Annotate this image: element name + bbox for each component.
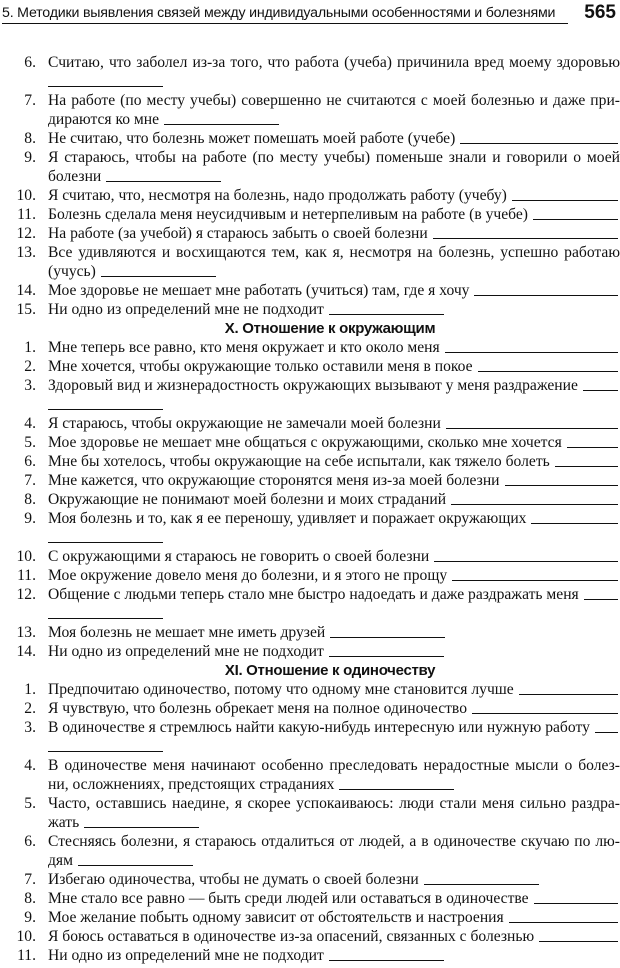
item-number: 15. [16,301,36,318]
item-line [0,224,620,243]
item-number: 12. [16,225,36,242]
spacer [36,452,48,471]
spacer [36,832,48,851]
answer-blank[interactable] [474,281,618,296]
answer-blank[interactable] [567,433,618,448]
item-text: В одиночестве меня начинают особенно преследовать нерадостные мысли о болез- [48,757,620,774]
spacer [36,585,48,604]
answer-blank[interactable] [48,737,163,752]
item-number: 9. [24,149,36,166]
spacer [36,167,48,186]
item-text: Мне кажется, что окружающие сторонятся меня из-за моей болезни [48,472,500,489]
item-text: В одиночестве я стремлюсь найти какую-нибудь интересную или нужную работу [48,719,590,736]
item-text: болезни [48,168,102,185]
item-number: 10. [16,928,36,945]
spacer [36,205,48,224]
answer-blank[interactable] [533,205,618,220]
spacer [36,414,48,433]
item-number: 12. [16,586,36,603]
item-text: Ни одно из определений мне не подходит [48,301,324,318]
item-text: Я считаю, что, несмотря на болезнь, надо продолжать работу (учебу) [48,187,507,204]
item-number [0,110,36,129]
item-text: На работе (по месту учебы) совершенно не считаются с моей болезнью и даже при- [48,92,620,109]
item-number: 1. [24,681,36,698]
item-line [0,471,620,490]
spacer [36,243,48,262]
list-item [0,794,620,832]
spacer [36,775,48,794]
item-line [0,528,620,547]
item-line [0,395,620,414]
item-number: 2. [24,700,36,717]
item-text: Считаю, что заболел из-за того, что работа (учеба) причинила вред моему здоровью [48,54,620,71]
spacer [36,376,48,395]
item-number [0,604,36,623]
spacer [36,262,48,281]
answer-blank[interactable] [460,129,618,144]
item-line [0,927,620,946]
item-number: 6. [24,453,36,470]
item-number: 2. [24,358,36,375]
spacer [36,300,48,319]
answer-blank[interactable] [512,186,618,201]
answer-blank[interactable] [48,395,163,410]
item-text: На работе (за учебой) я стараюсь забыть о своей болезни [48,225,428,242]
spacer [36,224,48,243]
answer-blank[interactable] [595,718,618,733]
item-text: Общение с людьми теперь стало мне быстро надоедать и даже раздражать меня [48,586,579,603]
item-line [0,167,620,186]
item-line [0,148,620,167]
item-line [0,91,620,110]
list-item [0,357,620,376]
answer-blank[interactable] [446,414,618,429]
item-line [0,357,620,376]
item-text: Мне теперь все равно, кто меня окружает и кто около меня [48,339,440,356]
item-text: Все удивляются и восхищаются тем, как я, несмотря на болезнь, успешно работаю [48,244,620,261]
list-item [0,338,620,357]
item-line [0,699,620,718]
list-item [0,756,620,794]
list-item [0,186,620,205]
item-number: 6. [24,833,36,850]
item-line [0,718,620,737]
item-line [0,737,620,756]
item-text: Мое окружение довело меня до болезни, и я этого не прощу [48,567,448,584]
item-number: 8. [24,491,36,508]
answer-blank[interactable] [84,813,199,828]
item-number: 7. [24,871,36,888]
item-number: 5. [24,795,36,812]
questionnaire-body [0,53,620,965]
item-line [0,566,620,585]
item-number: 14. [16,643,36,660]
spacer [36,680,48,699]
list-item [0,642,620,661]
list-item [0,908,620,927]
item-number [0,262,36,281]
spacer [36,433,48,452]
list-item [0,547,620,566]
item-number: 7. [24,472,36,489]
spacer [36,756,48,775]
item-line [0,186,620,205]
item-line [0,300,620,319]
item-number: 11. [17,567,36,584]
spacer [36,528,48,547]
item-number: 11. [17,947,36,964]
item-line [0,72,620,91]
item-text: Ни одно из определений мне не подходит [48,947,324,964]
item-number: 9. [24,909,36,926]
item-line [0,585,620,604]
list-item [0,623,620,642]
answer-blank[interactable] [531,509,618,524]
item-number: 10. [16,548,36,565]
item-line [0,870,620,889]
item-number: 3. [24,719,36,736]
item-number: 4. [24,415,36,432]
item-text: Я чувствую, что болезнь обрекает меня на полное одиночество [48,700,467,717]
spacer [36,927,48,946]
item-text: Моя болезнь не мешает мне иметь друзей [48,624,326,641]
answer-blank[interactable] [539,927,618,942]
spacer [36,946,48,965]
item-number [0,395,36,414]
answer-blank[interactable] [330,623,445,638]
list-item [0,91,620,129]
spacer [36,91,48,110]
answer-blank[interactable] [433,224,618,239]
list-item [0,832,620,870]
answer-blank[interactable] [584,585,618,600]
list-item [0,224,620,243]
item-number: 10. [16,187,36,204]
page-number: 565 [584,2,616,23]
item-line [0,946,620,965]
spacer [36,870,48,889]
item-line [0,889,620,908]
item-text: Мне бы хотелось, чтобы окружающие на себе испытали, как тяжело болеть [48,453,550,470]
item-number: 4. [24,757,36,774]
item-text: дираются ко мне [48,111,160,128]
list-item [0,870,620,889]
spacer [36,110,48,129]
item-line [0,775,620,794]
item-number: 13. [16,624,36,641]
list-item [0,585,620,623]
list-item [0,509,620,547]
item-line [0,547,620,566]
spacer [36,509,48,528]
item-number: 3. [24,377,36,394]
item-line [0,908,620,927]
item-text: Мое здоровье не мешает мне работать (учиться) там, где я хочу [48,282,470,299]
item-line [0,642,620,661]
item-line [0,680,620,699]
item-text: Окружающие не понимают моей болезни и моих страданий [48,491,447,508]
spacer [36,471,48,490]
spacer [36,851,48,870]
answer-blank[interactable] [534,889,618,904]
spacer [36,889,48,908]
section-title: X. Отношение к окружающим [224,320,436,337]
spacer [36,148,48,167]
answer-blank[interactable] [48,72,163,87]
answer-blank[interactable] [48,528,163,543]
list-item [0,148,620,186]
list-item [0,680,620,699]
item-line [0,129,620,148]
item-text: Мне стало все равно — быть среди людей или оставаться в одиночестве [48,890,529,907]
item-text: жать [48,814,80,831]
item-number [0,167,36,186]
item-line [0,490,620,509]
item-text: С окружающими я стараюсь не говорить о своей болезни [48,548,430,565]
item-number: 7. [24,92,36,109]
list-item [0,452,620,471]
item-line [0,53,620,72]
answer-blank[interactable] [106,167,221,182]
answer-blank[interactable] [329,642,444,657]
item-text: Мне хочется, чтобы окружающие только оставили меня в покое [48,358,473,375]
list-item [0,281,620,300]
item-number [0,851,36,870]
item-line [0,205,620,224]
spacer [36,281,48,300]
item-number: 13. [16,244,36,261]
spacer [36,357,48,376]
answer-blank[interactable] [101,262,216,277]
spacer [36,186,48,205]
item-line [0,832,620,851]
item-line [0,794,620,813]
item-line [0,414,620,433]
item-line [0,452,620,471]
answer-blank[interactable] [555,452,618,467]
spacer [36,338,48,357]
list-item [0,243,620,281]
item-line [0,110,620,129]
spacer [36,699,48,718]
spacer [36,737,48,756]
answer-blank[interactable] [339,775,454,790]
item-text: Часто, оставшись наедине, я скорее успокаиваюсь: люди стали меня сильно раздра- [48,795,620,812]
answer-blank[interactable] [434,547,618,562]
item-text: Избегаю одиночества, чтобы не думать о своей болезни [48,871,419,888]
item-text: (учусь) [48,263,96,280]
item-line [0,813,620,832]
item-number: 5. [24,434,36,451]
item-number: 6. [24,54,36,71]
spacer [36,129,48,148]
answer-blank[interactable] [48,604,163,619]
item-line [0,604,620,623]
spacer [36,908,48,927]
item-number: 9. [24,510,36,527]
item-line [0,509,620,528]
item-line [0,756,620,775]
item-number: 14. [16,282,36,299]
item-text: Предпочитаю одиночество, потому что одному мне становится лучше [48,681,514,698]
running-header [2,2,618,26]
answer-blank[interactable] [452,566,618,581]
answer-blank[interactable] [329,300,444,315]
section-title: XI. Отношение к одиночеству [224,662,436,679]
item-text: Моя болезнь и то, как я ее переношу, удивляет и поражает окружающих [48,510,527,527]
spacer [36,395,48,414]
answer-blank[interactable] [519,680,618,695]
answer-blank[interactable] [505,471,618,486]
list-item [0,376,620,414]
item-text: Я стараюсь, чтобы окружающие не замечали моей болезни [48,415,441,432]
item-text: Стесняясь болезни, я стараюсь отдалиться от людей, а в одиночестве скучаю по лю- [48,833,620,850]
answer-blank[interactable] [478,357,618,372]
list-item [0,490,620,509]
spacer [36,604,48,623]
item-number [0,775,36,794]
item-text: Я стараюсь, чтобы на работе (по месту учебы) поменьше знали и говорили о моей [48,149,620,166]
list-item [0,433,620,452]
item-number: 8. [24,890,36,907]
spacer [36,794,48,813]
list-item [0,699,620,718]
item-line [0,623,620,642]
list-item [0,129,620,148]
item-line [0,851,620,870]
item-text: Ни одно из определений мне не подходит [48,643,324,660]
answer-blank[interactable] [164,110,279,125]
item-number: 11. [17,206,36,223]
spacer [36,566,48,585]
answer-blank[interactable] [472,699,618,714]
spacer [36,72,48,91]
list-item [0,300,620,319]
answer-blank[interactable] [424,870,539,885]
list-item [0,414,620,433]
item-number: 1. [24,339,36,356]
item-line [0,338,620,357]
list-item [0,927,620,946]
list-item [0,718,620,756]
spacer [36,718,48,737]
item-text: Мое желание побыть одному зависит от обстоятельств и настроения [48,909,504,926]
list-item [0,53,620,91]
item-line [0,243,620,262]
answer-blank[interactable] [509,908,618,923]
answer-blank[interactable] [78,851,193,866]
item-text: Мое здоровье не мешает мне общаться с окружающими, сколько мне хочется [48,434,562,451]
item-line [0,376,620,395]
item-number [0,72,36,91]
item-text: ни, осложнениях, предстоящих страданиях [48,776,335,793]
item-text: Не считаю, что болезнь может помешать моей работе (учебе) [48,130,456,147]
chapter-title: 5. Методики выявления связей между индивидуальными особенностями и болезнями [2,5,568,24]
item-text: Здоровый вид и жизнерадостность окружающих вызывают у меня раздражение [48,377,578,394]
list-item [0,566,620,585]
answer-blank[interactable] [445,338,618,353]
list-item [0,471,620,490]
spacer [36,490,48,509]
list-item [0,889,620,908]
list-item [0,946,620,965]
item-number [0,528,36,547]
answer-blank[interactable] [583,376,618,391]
item-line [0,281,620,300]
answer-blank[interactable] [329,946,444,961]
spacer [36,623,48,642]
item-line [0,262,620,281]
item-text: дям [48,852,73,869]
list-item [0,205,620,224]
item-number [0,813,36,832]
spacer [36,53,48,72]
item-text: Болезнь сделала меня неусидчивым и нетерпеливым на работе (в учебе) [48,206,528,223]
spacer [36,642,48,661]
answer-blank[interactable] [451,490,618,505]
spacer [36,547,48,566]
item-number [0,737,36,756]
spacer [36,813,48,832]
item-text: Я боюсь оставаться в одиночестве из-за опасений, связанных с болезнью [48,928,535,945]
item-line [0,433,620,452]
item-number: 8. [24,130,36,147]
